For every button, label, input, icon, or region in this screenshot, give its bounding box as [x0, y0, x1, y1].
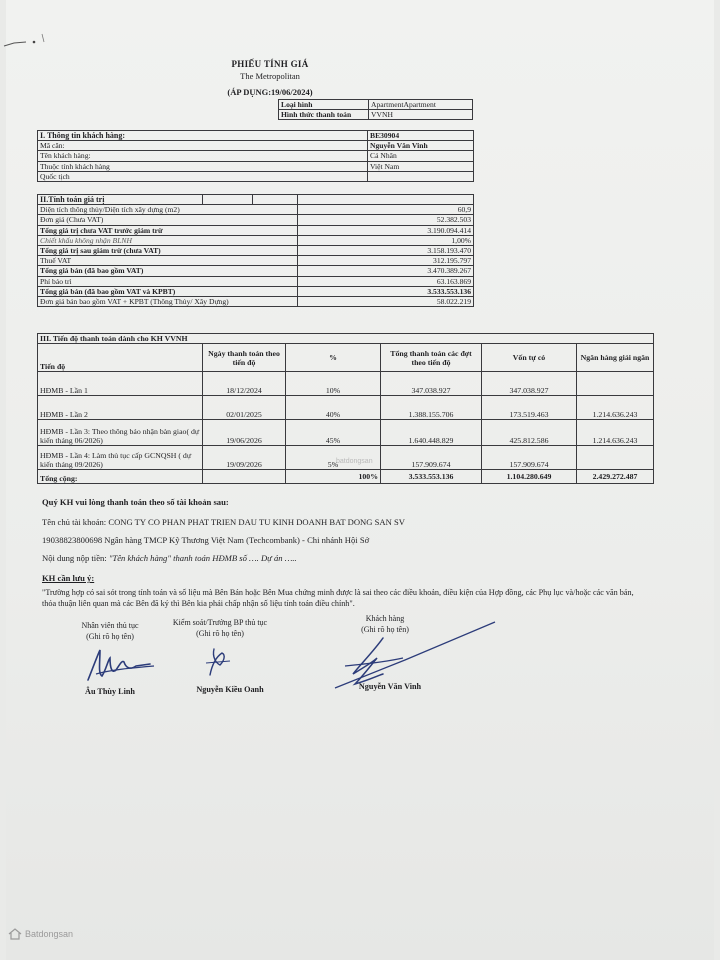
transfer-content — [42, 552, 672, 565]
total-percent: 100% — [286, 470, 381, 484]
price-row-value: 312.195.797 — [298, 256, 474, 266]
payment-date: 19/09/2026 — [203, 446, 286, 470]
schedule-row — [38, 396, 654, 420]
payment-percent: 40% — [286, 396, 381, 420]
unit-code: BE30904 — [368, 131, 474, 141]
schedule-header-row — [38, 344, 654, 372]
price-row-label: Tổng giá trị chưa VAT trước giảm trừ — [38, 225, 298, 235]
note-text: "Trường hợp có sai sót trong tính toán và số liệu mà Bên Bán hoặc Bên Mua chứng minh được là sai theo các điều khoản, điều kiện của Hợp đồng, các Phụ lục và/hoặc các văn bản, thỏa thuận liên quan mà các Bên đã ký thì Bên kia phải chấp nhận số liệu tính toán điều chỉnh". — [42, 588, 634, 608]
payment-total: 1.640.448.829 — [381, 420, 482, 446]
price-row-label: Tổng giá trị sau giảm trừ (chưa VAT) — [38, 246, 298, 256]
signature-name-staff: Âu Thùy Linh — [85, 687, 135, 696]
price-row-value: 3.470.389.267 — [298, 266, 474, 276]
house-icon — [8, 928, 22, 940]
document-header — [180, 59, 360, 97]
watermark-text: Batdongsan — [25, 929, 74, 939]
price-row — [38, 256, 474, 266]
price-row-label: Đơn giá bán bao gồm VAT + KPBT (Thông Thủy/ Xây Dựng) — [38, 297, 298, 307]
payment-percent: 45% — [286, 420, 381, 446]
stage-name: HĐMB - Lần 4: Làm thủ tục cấp GCNQSH ( dự kiến tháng 09/2026) — [38, 446, 203, 470]
payment-date: 18/12/2024 — [203, 372, 286, 396]
price-row-value: 3.190.094.414 — [298, 225, 474, 235]
price-row-label: Phí bảo trì — [38, 276, 298, 286]
payment-percent: 10% — [286, 372, 381, 396]
schedule-row — [38, 420, 654, 446]
price-section-title: II.Tính toán giá trị — [38, 195, 203, 205]
price-row — [38, 297, 474, 307]
price-row-label: Diện tích thông thủy/Diện tích xây dựng (m2) — [38, 205, 298, 215]
nationality-label: Quốc tịch — [38, 171, 368, 181]
price-row-label: Thuế VAT — [38, 256, 298, 266]
price-row-value: 58.022.219 — [298, 297, 474, 307]
payment-method-row — [279, 110, 473, 120]
price-rows — [38, 205, 474, 307]
price-row-label: Tổng giá bán (đã bao gồm VAT và KPBT) — [38, 286, 298, 296]
customer-type-label: Thuộc tính khách hàng — [38, 161, 368, 171]
unit-code-label: Mã căn: — [38, 141, 368, 151]
price-row-label: Tổng giá bán (đã bao gồm VAT) — [38, 266, 298, 276]
payment-bank-loan: 1.214.636.243 — [577, 420, 654, 446]
price-table — [37, 194, 474, 307]
price-row — [38, 215, 474, 225]
payment-own-capital: 157.909.674 — [482, 446, 577, 470]
price-row-value: 3.158.193.470 — [298, 246, 474, 256]
price-row-value: 1,00% — [298, 235, 474, 245]
note — [42, 573, 642, 609]
price-row-label: Đơn giá (Chưa VAT) — [38, 215, 298, 225]
signature-hint: (Ghi rõ họ tên) — [361, 625, 409, 634]
signature-name-supervisor: Nguyễn Kiều Oanh — [196, 685, 264, 694]
stage-name: HĐMB - Lần 1 — [38, 372, 203, 396]
total-amount: 3.533.553.136 — [381, 470, 482, 484]
price-row — [38, 266, 474, 276]
transfer-content-value: "Tên khách hàng" thanh toán HĐMB số …. Dự án ….. — [108, 553, 297, 563]
stage-name: HĐMB - Lần 2 — [38, 396, 203, 420]
handwritten-signature-supervisor — [200, 643, 240, 683]
schedule-rows — [38, 372, 654, 470]
type-label: Loại hình — [279, 100, 369, 110]
signature-role: Khách hàng — [365, 614, 405, 623]
project-name: The Metropolitan — [240, 71, 300, 81]
customer-name: Nguyễn Văn Vinh — [368, 141, 474, 151]
payment-method-value: VVNH — [369, 110, 473, 120]
total-label: Tổng cộng: — [38, 470, 203, 484]
payment-own-capital: 173.519.463 — [482, 396, 577, 420]
payment-date: 02/01/2025 — [203, 396, 286, 420]
total-bank-loan: 2.429.272.487 — [577, 470, 654, 484]
payment-own-capital: 347.038.927 — [482, 372, 577, 396]
type-table — [278, 99, 473, 120]
price-row — [38, 276, 474, 286]
apply-date: (ÁP DỤNG:19/06/2024) — [227, 87, 313, 97]
note-heading: KH cần lưu ý: — [42, 573, 95, 583]
price-row-value: 52.382.503 — [298, 215, 474, 225]
payment-total: 347.038.927 — [381, 372, 482, 396]
payment-total: 157.909.674 — [381, 446, 482, 470]
watermark-logo — [8, 928, 73, 940]
price-row — [38, 235, 474, 245]
col-stage: Tiến độ — [38, 344, 203, 372]
customer-section-title: I. Thông tin khách hàng: — [38, 131, 368, 141]
price-row — [38, 205, 474, 215]
signature-name-customer: Nguyễn Văn Vinh — [358, 682, 422, 691]
signature-role: Kiểm soát/Trưởng BP thủ tục — [172, 618, 268, 627]
schedule-section-title: III. Tiến độ thanh toán dành cho KH VVNH — [38, 334, 654, 344]
payment-method-label: Hình thức thanh toán — [279, 110, 369, 120]
signature-staff — [55, 620, 165, 642]
payment-date: 19/06/2026 — [203, 420, 286, 446]
price-row-label: Chiết khấu không nhận BLNH — [38, 235, 298, 245]
col-total: Tổng thanh toán các đợt theo tiến độ — [381, 344, 482, 372]
schedule-row — [38, 372, 654, 396]
signature-hint: (Ghi rõ họ tên) — [196, 629, 244, 638]
payment-percent: 5% — [286, 446, 381, 470]
customer-table — [37, 130, 474, 182]
price-row-value: 63.163.869 — [298, 276, 474, 286]
account-owner: Tên chủ tài khoản: CONG TY CO PHAN PHAT TRIEN DAU TU KINH DOANH BAT DONG SAN SV — [42, 517, 405, 527]
type-value: ApartmentApartment — [369, 100, 473, 110]
payment-bank-loan: 1.214.636.243 — [577, 396, 654, 420]
pen-mark — [0, 30, 50, 54]
payment-own-capital: 425.812.586 — [482, 420, 577, 446]
signature-hint: (Ghi rõ họ tên) — [86, 632, 134, 641]
col-percent: % — [286, 344, 381, 372]
col-date: Ngày thanh toán theo tiến độ — [203, 344, 286, 372]
price-row — [38, 286, 474, 296]
price-row-value: 60,9 — [298, 205, 474, 215]
price-row-value: 3.533.553.136 — [298, 286, 474, 296]
payment-bank-loan — [577, 446, 654, 470]
transfer-content-label: Nội dung nộp tiền: — [42, 553, 109, 563]
col-own-capital: Vốn tự có — [482, 344, 577, 372]
nationality: Việt Nam — [368, 161, 474, 171]
signature-supervisor — [160, 617, 280, 639]
account-number: 19038823800698 Ngân hàng TMCP Kỹ Thương Việt Nam (Techcombank) - Chi nhánh Hội Sở — [42, 535, 370, 545]
customer-name-label: Tên khách hàng: — [38, 151, 368, 161]
type-row — [279, 100, 473, 110]
payment-total: 1.388.155.706 — [381, 396, 482, 420]
bank-info-heading: Quý KH vui lòng thanh toán theo số tài khoản sau: — [42, 497, 229, 507]
bank-info — [42, 496, 672, 565]
price-row — [38, 225, 474, 235]
total-own-capital: 1.104.280.649 — [482, 470, 577, 484]
signature-role: Nhân viên thủ tục — [81, 621, 139, 630]
col-bank-loan: Ngân hàng giải ngân — [577, 344, 654, 372]
payment-bank-loan — [577, 372, 654, 396]
watermark-center: batdongsan — [336, 458, 373, 465]
customer-type: Cá Nhân — [368, 151, 474, 161]
stage-name: HĐMB - Lần 3: Theo thông báo nhận bàn giao( dự kiến tháng 06/2026) — [38, 420, 203, 446]
handwritten-signature-staff — [70, 640, 160, 688]
price-row — [38, 246, 474, 256]
schedule-total-row — [38, 470, 654, 484]
document-title: PHIẾU TÍNH GIÁ — [231, 59, 309, 69]
